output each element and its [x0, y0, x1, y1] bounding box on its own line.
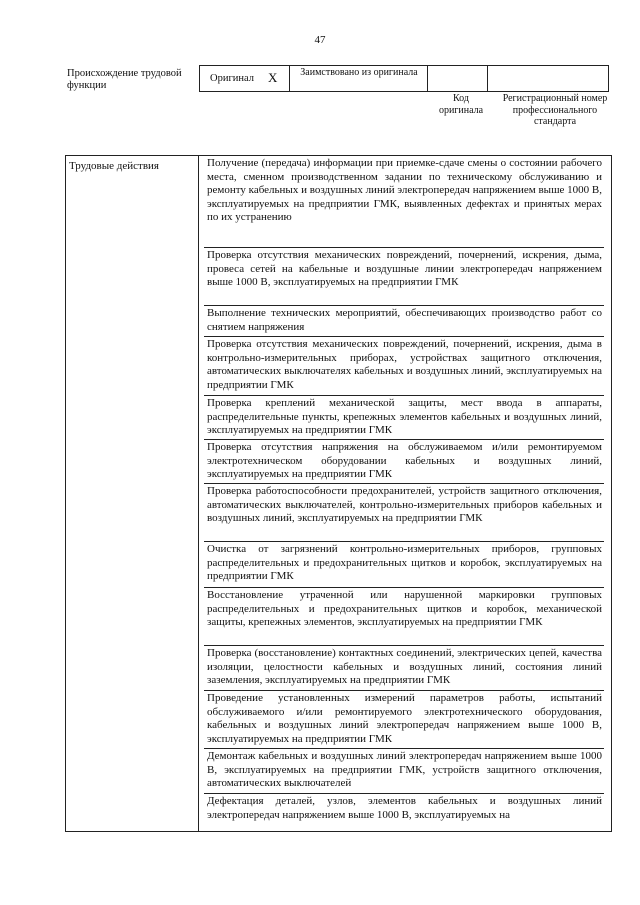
labor-action-row: Проведение установленных измерений параметров работы, испытаний обслуживаемого и/или ремонтируемого электротехнического оборудования, кабельных и воздушных линий электропередач напряжением выше 1000 В, эксплуатируемых на предприятии ГМК — [204, 691, 604, 749]
labor-action-row: Проверка работоспособности предохранителей, устройств защитного отключения, автоматических выключателей, контрольно-измерительных приборов кабельных и воздушных линий, эксплуатируемых на предприятии ГМК — [204, 484, 604, 542]
labor-actions-title: Трудовые действия — [69, 160, 159, 172]
original-label: Оригинал — [210, 73, 254, 84]
labor-action-row: Восстановление утраченной или нарушенной маркировки групповых распределительных и предохранительных щитков и коробок, механической защиты, крепежных элементов, эксплуатируемых на предприятии ГМК — [204, 588, 604, 646]
code-original-label: Код оригинала — [438, 93, 484, 116]
labor-action-row: Проверка отсутствия напряжения на обслуживаемом и/или ремонтируемом электротехническом оборудовании кабельных и воздушных линий, эксплуатируемых на предприятии ГМК — [204, 440, 604, 484]
labor-actions-list — [204, 156, 604, 829]
labor-action-row: Выполнение технических мероприятий, обеспечивающих производство работ со снятием напряжения — [204, 306, 604, 337]
original-cell — [200, 66, 290, 91]
borrowed-cell — [290, 66, 428, 91]
labor-actions-table — [65, 155, 612, 832]
labor-action-row: Проверка (восстановление) контактных соединений, электрических цепей, качества изоляции, целостности кабельных и воздушных линий, состояния линий заземления, эксплуатируемых на предприятии ГМК — [204, 646, 604, 691]
registration-number-label: Регистрационный номер профессионального стандарта — [502, 93, 608, 127]
code-cell — [428, 66, 488, 91]
labor-action-row: Получение (передача) информации при приемке-сдаче смены о состоянии рабочего места, сменном производственном задании по техническому обслуживанию и ремонту кабельных и воздушных линий электропередач напряжением выше 1000 В, эксплуатируемых на предприятии ГМК, выявленных дефектах и принятых мерах по их устранению — [204, 156, 604, 248]
labor-actions-header-cell — [66, 156, 199, 831]
labor-action-row: Дефектация деталей, узлов, элементов кабельных и воздушных линий электропередач напряжением выше 1000 В, эксплуатируемых на — [207, 795, 602, 821]
borrowed-label: Заимствовано из оригинала — [300, 67, 418, 78]
labor-action-row: Очистка от загрязнений контрольно-измерительных приборов, групповых распределительных и предохранительных щитков и коробок, эксплуатируемых на предприятии ГМК — [204, 542, 604, 588]
origin-label: Происхождение трудовой функции — [67, 68, 182, 91]
original-mark: X — [268, 70, 278, 85]
labor-action-row: Проверка креплений механической защиты, мест ввода в аппараты, распределительные пункты, крепежных элементов кабельных и воздушных линий, эксплуатируемых на предприятии ГМК — [204, 396, 604, 440]
labor-action-row: Проверка отсутствия механических повреждений, почернений, искрения, дыма, провеса сетей на кабельные и воздушные линии электропередач напряжением выше 1000 В, эксплуатируемых на предприятии ГМК — [204, 248, 604, 306]
page-number: 47 — [314, 34, 326, 46]
labor-action-row: Демонтаж кабельных и воздушных линий электропередач напряжением выше 1000 В, эксплуатируемых на предприятии ГМК, устройств защитного отключения, автоматических выключателей — [204, 749, 604, 794]
origin-table — [199, 65, 609, 92]
labor-action-row: Проверка отсутствия механических повреждений, почернений, искрения, дыма в контрольно-измерительных приборах, устройствах защитного отключения, автоматических выключателях кабельных и воздушных линий, эксплуатируемых на предприятии ГМК — [204, 337, 604, 396]
